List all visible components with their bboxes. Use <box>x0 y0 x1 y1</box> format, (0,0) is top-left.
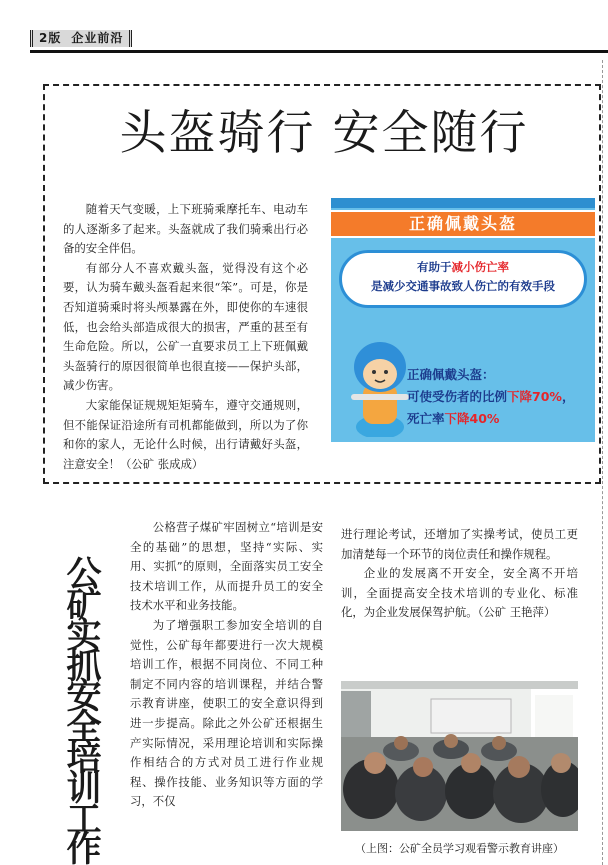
helmet-infographic <box>331 198 595 442</box>
infographic-banner: 正确佩戴头盔 <box>331 210 595 238</box>
page-number: 2版 <box>39 31 62 45</box>
paragraph: 企业的发展离不开安全，安全离不开培训，全面提高安全技术培训的专业化、标准化，为企业发展保驾护航。（公矿 王艳萍） <box>341 566 578 620</box>
infographic-top-strip <box>331 198 595 208</box>
infographic-callout <box>339 250 587 308</box>
training-article-body-col1 <box>130 518 323 812</box>
paragraph: 进行理论考试，还增加了实操考试，使员工更加清楚每一个环节的岗位责任和操作规程。 <box>341 527 578 561</box>
callout-line-2: 是减少交通事故致人伤亡的有效手段 <box>371 279 555 293</box>
page-section-badge <box>30 30 132 47</box>
callout-line-1: 有助于减小伤亡率 <box>417 260 509 274</box>
paragraph: 有部分人不喜欢戴头盔，觉得没有这个必要，认为骑车戴头盔看起来很“笨”。可是，你是否知道骑乘时将头颅暴露在外，即使你的车速很低，也会给头部造成很大的损害，严重的甚至有生命危险。所以，公矿一直要求员工上下班佩戴头盔骑行的原因很简单也很直接——保护头部，减少伤害。 <box>63 260 308 393</box>
stat-death-value: 下降40% <box>444 411 500 426</box>
header-rule <box>30 50 608 53</box>
paragraph: 公格营子煤矿牢固树立“培训是安全的基础”的思想，坚持“实际、实用、实抓”的原则，全面落实员工安全技术培训工作，从而提升员工的安全技术水平和业务技能。 <box>130 520 323 613</box>
right-column-divider <box>602 60 603 865</box>
callout-highlight: 减小伤亡率 <box>451 260 509 274</box>
rider-helmet-icon <box>345 322 415 437</box>
stat-heading: 正确佩戴头盔： <box>407 367 495 382</box>
helmet-article-body <box>63 200 308 474</box>
stat-death-reduction: 死亡率下降40% <box>407 411 500 426</box>
paragraph: 为了增强职工参加安全培训的自觉性，公矿每年都要进行一次大规模培训工作，根据不同岗位、不同工种制定不同内容的培训课程，并结合警示教育讲座，使职工的安全意识得到进一步提高。除此之外公矿还根据生产实际情况，采用理论培训和实际操作相结合的方式对员工进行作业规程、操作技能、业务知识等方面的学习，不仅 <box>130 617 323 809</box>
paragraph: 大家能保证规规矩矩骑车，遵守交通规则，但不能保证沿途所有司机都能做到，所以为了你和你的家人，无论什么时候，出行请戴好头盔，注意安全！（公矿 张成成） <box>63 397 308 471</box>
photo-caption: （上图：公矿全员学习观看警示教育讲座） <box>355 842 564 855</box>
page-header <box>30 30 608 48</box>
training-lecture-photo <box>341 681 578 831</box>
section-name: 企业前沿 <box>71 31 124 45</box>
training-article-body-col2 <box>341 525 578 623</box>
vertical-headline: 公 矿 实 抓 安 全 培 训 工 作 <box>66 554 102 865</box>
stat-injury-reduction: 可使受伤者的比例下降70%， <box>407 389 575 404</box>
stat-injury-value: 下降70% <box>507 389 562 404</box>
paragraph: 随着天气变暖，上下班骑乘摩托车、电动车的人逐渐多了起来。头盔就成了我们骑乘出行必备的安全伴侣。 <box>63 202 308 256</box>
headline: 头盔骑行 安全随行 <box>119 106 529 161</box>
